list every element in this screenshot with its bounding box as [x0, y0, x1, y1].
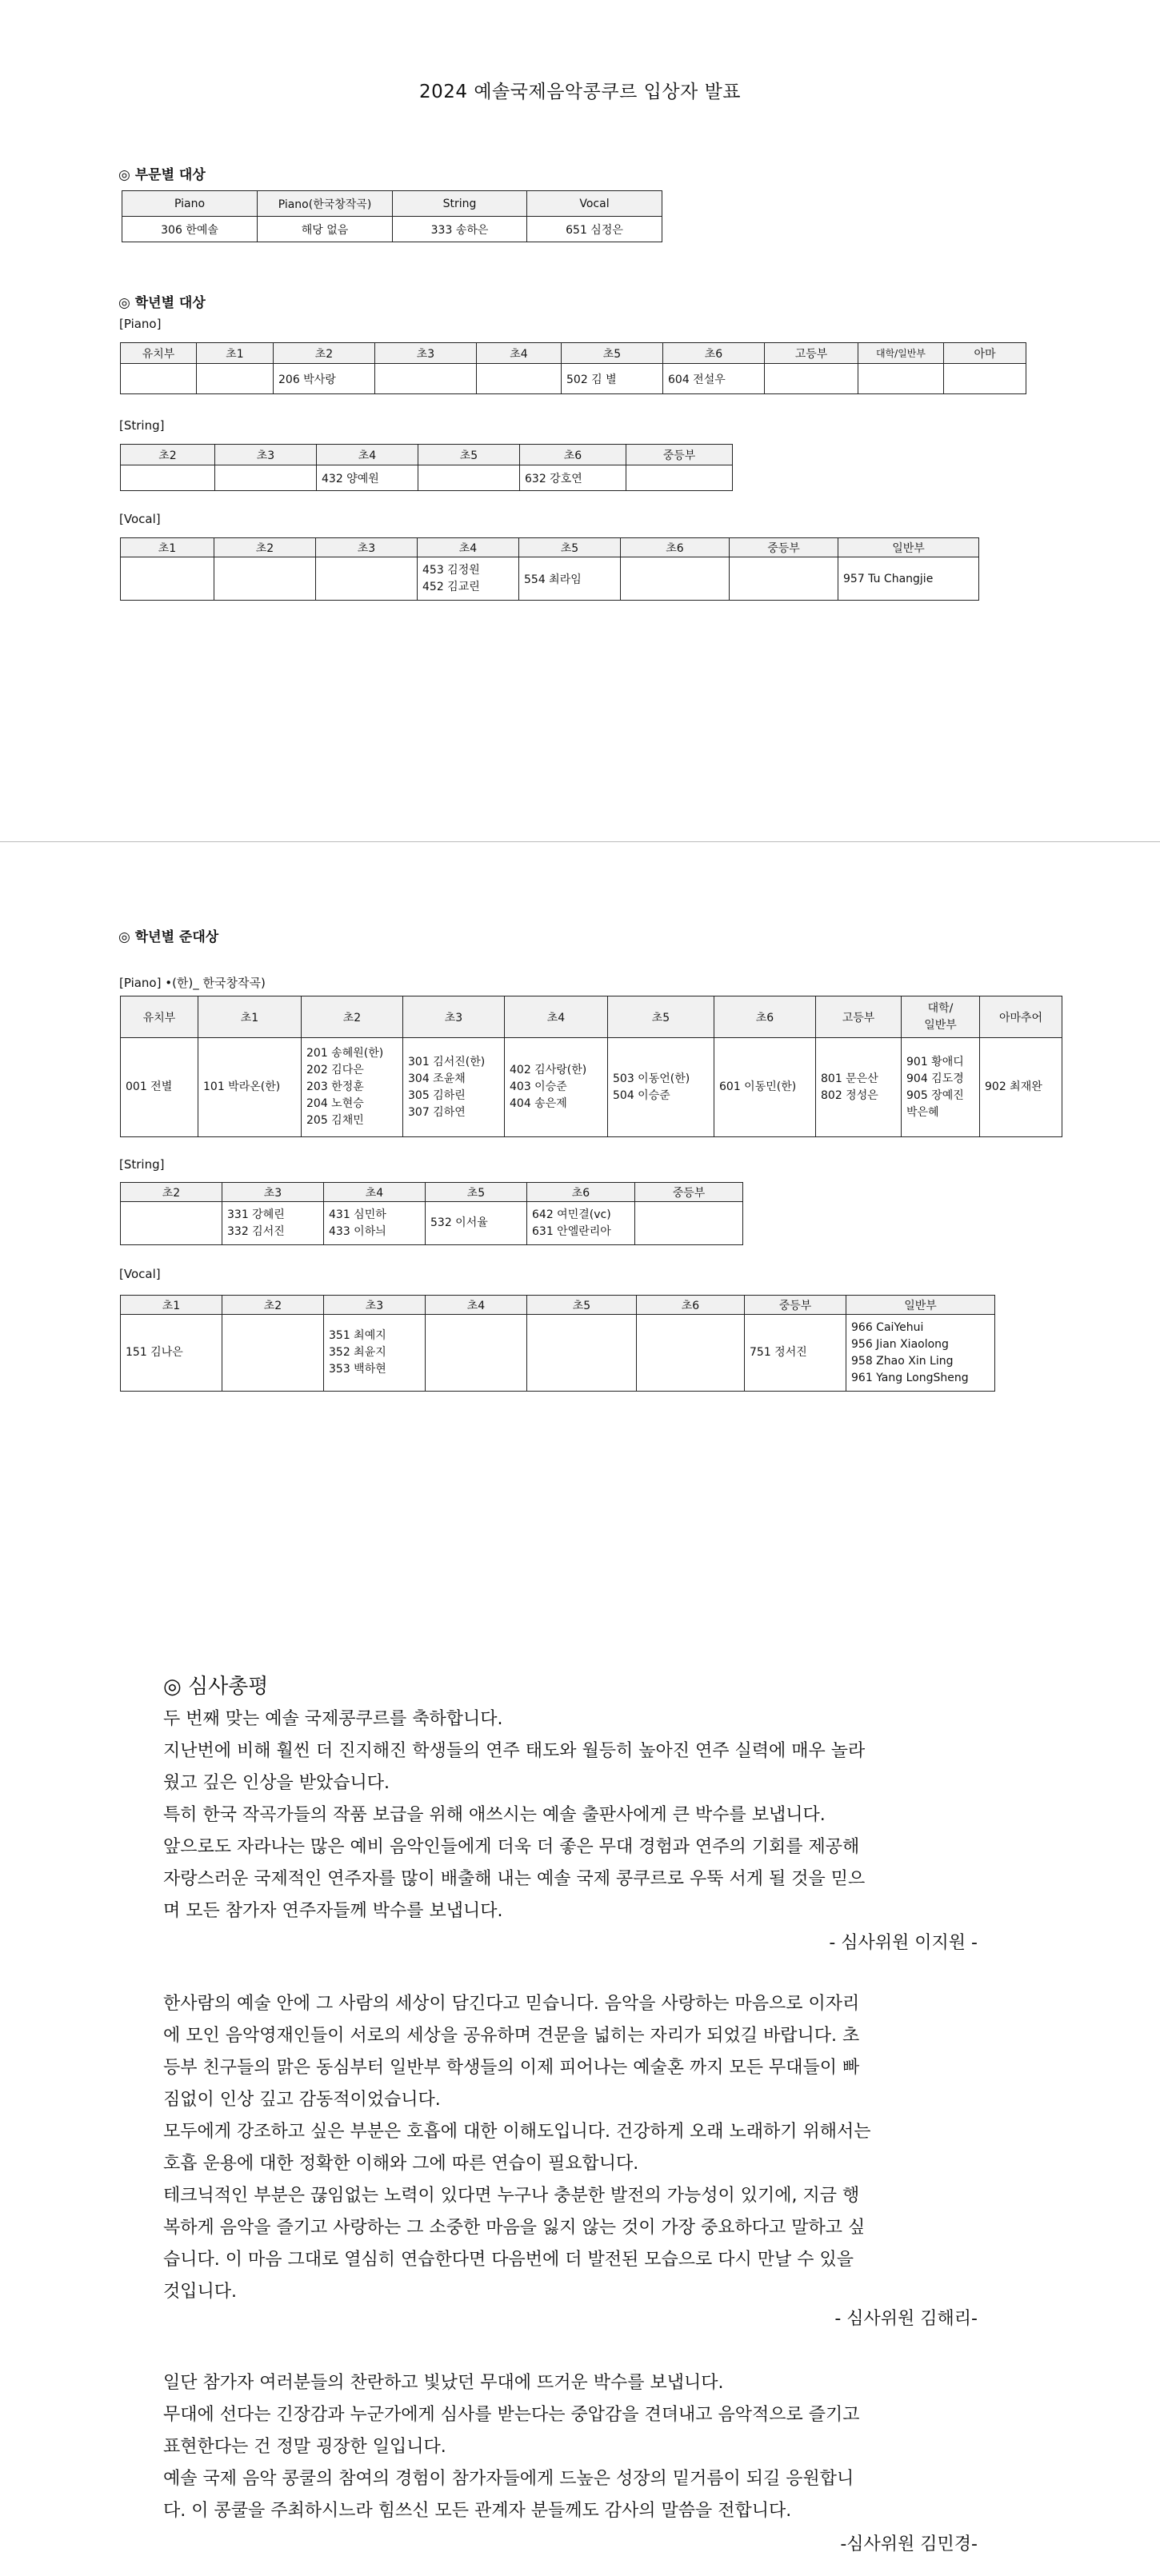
winner-entry: 박은혜 — [906, 1105, 939, 1119]
winner-entry: 201 송혜원(한) — [306, 1047, 384, 1060]
review-line: 두 번째 맞는 예솔 국제콩쿠르를 축하합니다. — [163, 1709, 503, 1729]
header-cell: 초2 — [222, 1296, 324, 1315]
table-cell — [527, 1202, 635, 1245]
header-cell: 초6 — [621, 538, 730, 557]
winner-entry: 532 이서율 — [430, 1216, 488, 1229]
table-cell — [621, 557, 730, 601]
winner-entry: 901 황애디 — [906, 1055, 964, 1068]
header-cell: String — [393, 191, 527, 217]
header-cell: 중등부 — [730, 538, 838, 557]
header-cell: 초1 — [198, 996, 302, 1038]
header-cell: 초3 — [222, 1183, 324, 1202]
header-cell: 아마 — [944, 343, 1026, 364]
header-cell: 고등부 — [816, 996, 902, 1038]
header-cell: 일반부 — [846, 1296, 995, 1315]
winner-entry: 202 김다은 — [306, 1064, 364, 1076]
review-line: 에 모인 음악영재인들이 서로의 세상을 공유하며 견문을 넓히는 자리가 되었길 바랍니다. 초 — [163, 2026, 860, 2046]
table-cell — [214, 557, 316, 601]
header-cell: 초3 — [215, 445, 317, 465]
review-line: 습니다. 이 마음 그대로 열심히 연습한다면 다음번에 더 발전된 모습으로 다시 만날 수 있을 — [163, 2250, 854, 2270]
subsection-label-piano: [Piano] — [119, 317, 162, 331]
table-cell — [121, 1315, 222, 1392]
winner-entry: 958 Zhao Xin Ling — [851, 1354, 954, 1368]
winner-entry: 904 김도경 — [906, 1072, 964, 1085]
section-heading-category-grand-prize: ◎ 부문별 대상 — [118, 167, 206, 183]
table-cell — [403, 1038, 505, 1137]
judge-signature-2: - 심사위원 김해리- — [834, 2309, 978, 2329]
table-header-row — [121, 445, 733, 465]
table-cell: 957 Tu Changjie — [838, 557, 979, 601]
header-cell: 초4 — [505, 996, 608, 1038]
table-cell — [608, 1038, 714, 1137]
table-header-row — [122, 191, 662, 217]
header-cell: 초5 — [418, 445, 520, 465]
table-row — [121, 1202, 743, 1245]
table-cell — [198, 1038, 302, 1137]
winner-entry: 404 송은제 — [510, 1097, 567, 1110]
winner-entry: 503 이동언(한) — [613, 1072, 690, 1085]
winner-entry: 204 노현승 — [306, 1097, 364, 1110]
subsection-label-string: [String] — [119, 1157, 165, 1172]
header-cell: 초2 — [214, 538, 316, 557]
winner-entry: 331 강혜린 — [227, 1208, 285, 1221]
grade-grand-prize-vocal-table — [120, 537, 979, 601]
review-line: 테크닉적인 부분은 끊임없는 노력이 있다면 누구나 충분한 발전의 가능성이 있기에, 지금 행 — [163, 2186, 860, 2206]
table-cell — [846, 1315, 995, 1392]
winner-entry: 801 문은산 — [821, 1072, 878, 1085]
header-cell: 아마추어 — [980, 996, 1062, 1038]
table-cell — [418, 557, 519, 601]
review-line: 앞으로도 자라나는 많은 예비 음악인들에게 더욱 더 좋은 무대 경험과 연주의 기회를 제공해 — [163, 1837, 860, 1857]
table-cell — [730, 557, 838, 601]
winner-entry: 205 김채민 — [306, 1114, 364, 1127]
table-cell — [816, 1038, 902, 1137]
header-cell: 초5 — [426, 1183, 527, 1202]
table-row — [121, 1315, 995, 1392]
review-line: 예솔 국제 음악 콩쿨의 참여의 경험이 참가자들에게 드높은 성장의 밑거름이 되길 응원합니 — [163, 2469, 854, 2489]
review-line: 등부 친구들의 맑은 동심부터 일반부 학생들의 이제 피어나는 예술혼 까지 모든 무대들이 빠 — [163, 2058, 860, 2078]
subsection-label-piano: [Piano] •(한)_ 한국창작곡) — [119, 976, 266, 990]
subsection-label-string: [String] — [119, 418, 165, 433]
header-cell: 초3 — [403, 996, 505, 1038]
winner-entry: 905 장예진 — [906, 1088, 964, 1102]
winner-entry: 332 김서진 — [227, 1224, 285, 1238]
header-cell: 초1 — [197, 343, 274, 364]
review-line: 자랑스러운 국제적인 연주자를 많이 배출해 내는 예솔 국제 콩쿠르로 우뚝 서게 될 것을 믿으 — [163, 1869, 866, 1889]
table-row — [121, 1038, 1062, 1137]
header-cell: 초2 — [274, 343, 375, 364]
grade-grand-prize-string-table — [120, 444, 733, 491]
table-cell — [222, 1315, 324, 1392]
table-header-row — [121, 1296, 995, 1315]
table-cell — [375, 364, 477, 394]
table-header-row — [121, 996, 1062, 1038]
header-cell: 유치부 — [121, 996, 198, 1038]
winner-entry: 001 전별 — [126, 1080, 173, 1093]
review-line: 특히 한국 작곡가들의 작품 보급을 위해 애쓰시는 예솔 출판사에게 큰 박수를 보냅니다. — [163, 1805, 826, 1825]
table-cell — [316, 557, 418, 601]
review-line: 한사람의 예술 안에 그 사람의 세상이 담긴다고 믿습니다. 음악을 사랑하는 마음으로 이자리 — [163, 1994, 860, 2014]
winner-entry: 307 김하연 — [408, 1105, 466, 1119]
table-cell — [121, 1202, 222, 1245]
winner-entry: 802 정성은 — [821, 1088, 878, 1102]
review-paragraph-3 — [163, 2367, 1000, 2527]
header-cell: 초5 — [562, 343, 663, 364]
table-cell: 651 심정은 — [527, 217, 662, 242]
table-cell — [426, 1315, 527, 1392]
table-cell — [944, 364, 1026, 394]
header-cell — [902, 996, 980, 1038]
header-cell: 초6 — [663, 343, 765, 364]
table-cell — [765, 364, 858, 394]
header-line: 대학/ — [927, 1001, 954, 1015]
table-cell — [324, 1315, 426, 1392]
table-cell — [635, 1202, 743, 1245]
winner-entry: 431 심민하 — [329, 1208, 386, 1221]
winner-entry: 453 김정원 — [422, 563, 480, 577]
header-cell: 고등부 — [765, 343, 858, 364]
grade-runner-up-string-table — [120, 1182, 743, 1245]
winner-entry: 402 김사랑(한) — [510, 1064, 587, 1076]
winner-entry: 433 이하늬 — [329, 1224, 386, 1238]
table-cell — [527, 1315, 637, 1392]
table-cell — [477, 364, 562, 394]
table-cell: 604 전설우 — [663, 364, 765, 394]
header-cell: 일반부 — [838, 538, 979, 557]
table-header-row — [121, 343, 1026, 364]
table-cell: 554 최라임 — [519, 557, 621, 601]
table-cell — [222, 1202, 324, 1245]
table-row — [122, 217, 662, 242]
winner-entry: 351 최예지 — [329, 1329, 386, 1342]
winner-entry: 642 여민결(vc) — [532, 1208, 611, 1221]
page-divider — [0, 841, 1160, 842]
review-paragraph-1 — [163, 1703, 1000, 1927]
header-cell: 초6 — [527, 1183, 635, 1202]
table-cell: 306 한예솔 — [122, 217, 258, 242]
table-header-row — [121, 538, 979, 557]
header-cell: 초5 — [608, 996, 714, 1038]
winner-entry: 751 정서진 — [750, 1346, 807, 1359]
grade-runner-up-vocal-table — [120, 1295, 995, 1392]
table-row — [121, 557, 979, 601]
judge-signature-1: - 심사위원 이지원 - — [829, 1933, 978, 1953]
winner-entry: 353 백하현 — [329, 1363, 386, 1376]
table-cell — [418, 465, 520, 491]
review-line: 짐없이 인상 깊고 감동적이었습니다. — [163, 2090, 441, 2110]
header-cell: 중등부 — [745, 1296, 846, 1315]
table-cell: 해당 없음 — [258, 217, 393, 242]
review-line: 웠고 깊은 인상을 받았습니다. — [163, 1773, 390, 1793]
table-cell: 206 박사랑 — [274, 364, 375, 394]
header-cell: Vocal — [527, 191, 662, 217]
table-row — [121, 465, 733, 491]
header-cell: 초6 — [637, 1296, 745, 1315]
winner-entry: 504 이승준 — [613, 1088, 670, 1102]
winner-entry: 452 김교린 — [422, 580, 480, 593]
header-cell: 대학/일반부 — [858, 343, 944, 364]
header-cell: 유치부 — [121, 343, 197, 364]
winner-entry: 352 최윤지 — [329, 1346, 386, 1359]
header-cell: 초1 — [121, 1296, 222, 1315]
review-line: 지난번에 비해 훨씬 더 진지해진 학생들의 연주 태도와 월등히 높아진 연주 실력에 매우 놀라 — [163, 1741, 866, 1761]
header-cell: 초4 — [418, 538, 519, 557]
header-cell: 초6 — [520, 445, 626, 465]
header-cell: 초4 — [317, 445, 418, 465]
table-cell — [121, 465, 215, 491]
header-cell: 초4 — [477, 343, 562, 364]
table-cell: 502 김 별 — [562, 364, 663, 394]
table-cell — [745, 1315, 846, 1392]
winner-entry: 203 한정훈 — [306, 1080, 364, 1093]
review-line: 무대에 선다는 긴장감과 누군가에게 심사를 받는다는 중압감을 견뎌내고 음악적으로 즐기고 — [163, 2405, 860, 2425]
header-cell: 초6 — [714, 996, 816, 1038]
winner-entry: 966 CaiYehui — [851, 1320, 924, 1334]
review-heading: ◎ 심사총평 — [163, 1675, 269, 1699]
table-cell — [324, 1202, 426, 1245]
winner-entry: 631 안엘란리아 — [532, 1224, 611, 1238]
review-line: 며 모든 참가자 연주자들께 박수를 보냅니다. — [163, 1901, 503, 1921]
header-cell: 초4 — [324, 1183, 426, 1202]
header-cell: 초2 — [302, 996, 403, 1038]
header-cell: 초2 — [121, 1183, 222, 1202]
winner-entry: 304 조윤채 — [408, 1072, 466, 1085]
header-cell: 초2 — [121, 445, 215, 465]
header-cell: 초5 — [519, 538, 621, 557]
winner-entry: 101 박라온(한) — [203, 1080, 281, 1093]
header-cell: Piano — [122, 191, 258, 217]
table-cell — [637, 1315, 745, 1392]
table-cell — [902, 1038, 980, 1137]
winner-entry: 902 최재완 — [985, 1080, 1042, 1093]
table-cell — [121, 557, 214, 601]
header-cell: 초4 — [426, 1296, 527, 1315]
header-cell: 중등부 — [635, 1183, 743, 1202]
review-line: 호흡 운용에 대한 정확한 이해와 그에 따른 연습이 필요합니다. — [163, 2154, 639, 2174]
header-cell: 중등부 — [626, 445, 733, 465]
page-title: 2024 예솔국제음악콩쿠르 입상자 발표 — [418, 82, 742, 102]
section-heading-grade-grand-prize: ◎ 학년별 대상 — [118, 295, 206, 311]
review-line: 일단 참가자 여러분들의 찬란하고 빛났던 무대에 뜨거운 박수를 보냅니다. — [163, 2373, 724, 2393]
judge-signature-3: -심사위원 김민경- — [840, 2534, 978, 2554]
table-cell — [302, 1038, 403, 1137]
header-cell: Piano(한국창작곡) — [258, 191, 393, 217]
table-cell — [714, 1038, 816, 1137]
category-grand-prize-table — [122, 190, 662, 242]
review-line: 표현한다는 건 정말 굉장한 일입니다. — [163, 2437, 446, 2457]
section-heading-grade-runner-up: ◎ 학년별 준대상 — [118, 929, 219, 945]
review-line: 다. 이 콩쿨을 주최하시느라 힘쓰신 모든 관계자 분들께도 감사의 말씀을 전합니다. — [163, 2501, 792, 2521]
grade-runner-up-piano-table — [120, 996, 1062, 1137]
review-line: 것입니다. — [163, 2282, 238, 2302]
table-header-row — [121, 1183, 743, 1202]
winner-entry: 403 이승준 — [510, 1080, 567, 1093]
table-cell — [858, 364, 944, 394]
review-line: 모두에게 강조하고 싶은 부분은 호흡에 대한 이해도입니다. 건강하게 오래 노래하기 위해서는 — [163, 2122, 871, 2142]
header-line: 일반부 — [924, 1018, 957, 1032]
grade-grand-prize-piano-table — [120, 342, 1026, 394]
winner-entry: 601 이동민(한) — [719, 1080, 797, 1093]
header-cell: 초3 — [316, 538, 418, 557]
winner-entry: 961 Yang LongSheng — [851, 1371, 969, 1384]
review-paragraph-2 — [163, 1988, 1000, 2308]
table-cell: 432 양예원 — [317, 465, 418, 491]
header-cell: 초5 — [527, 1296, 637, 1315]
table-cell — [121, 364, 197, 394]
table-cell — [980, 1038, 1062, 1137]
review-line: 복하게 음악을 즐기고 사랑하는 그 소중한 마음을 잃지 않는 것이 가장 중요하다고 말하고 싶 — [163, 2218, 866, 2238]
winner-entry: 301 김서진(한) — [408, 1055, 486, 1068]
table-cell: 333 송하은 — [393, 217, 527, 242]
header-cell: 초1 — [121, 538, 214, 557]
winner-entry: 151 김나은 — [126, 1346, 183, 1359]
subsection-label-vocal: [Vocal] — [119, 1267, 161, 1281]
table-cell — [215, 465, 317, 491]
winner-entry: 305 김하린 — [408, 1088, 466, 1102]
table-cell — [121, 1038, 198, 1137]
header-cell: 초3 — [375, 343, 477, 364]
table-cell — [197, 364, 274, 394]
table-row — [121, 364, 1026, 394]
winner-entry: 956 Jian Xiaolong — [851, 1337, 949, 1351]
table-cell — [426, 1202, 527, 1245]
table-cell — [505, 1038, 608, 1137]
header-cell: 초3 — [324, 1296, 426, 1315]
table-cell: 632 강호연 — [520, 465, 626, 491]
subsection-label-vocal: [Vocal] — [119, 512, 161, 526]
table-cell — [626, 465, 733, 491]
